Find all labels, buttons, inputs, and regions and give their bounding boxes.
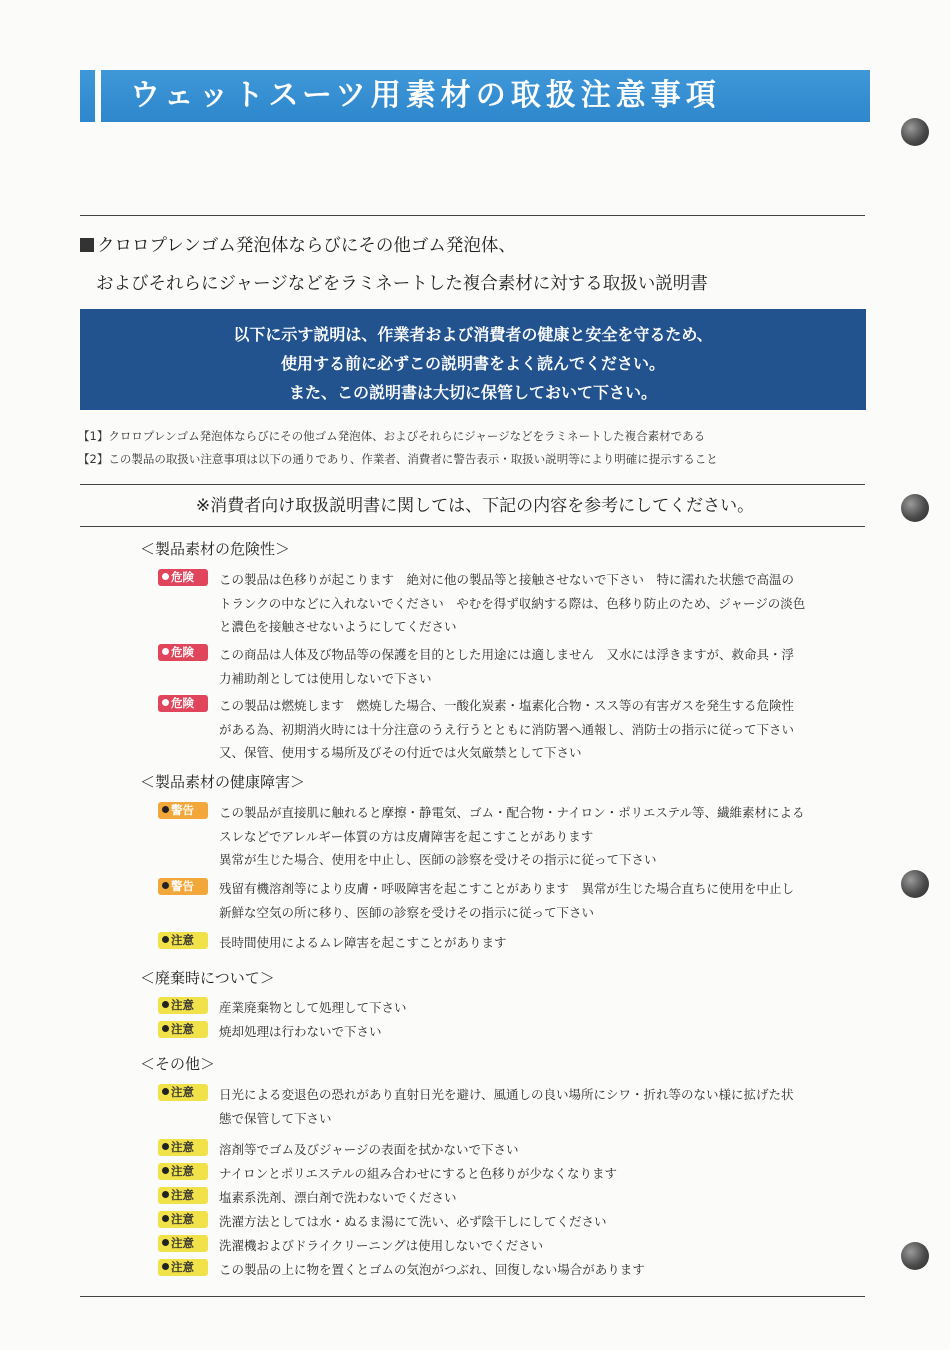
- precaution-line: この製品が直接肌に触れると摩擦・静電気、ゴム・配合物・ナイロン・ポリエステル等、繊維素材による: [219, 805, 805, 820]
- document-heading-line2: およびそれらにジャージなどをラミネートした複合素材に対する取扱い説明書: [96, 274, 708, 294]
- notice-line: 以下に示す説明は、作業者および消費者の健康と安全を守るため、: [233, 325, 713, 344]
- precaution-text: [219, 1138, 519, 1162]
- dot-icon: [162, 936, 169, 943]
- precaution-line: 溶剤等でゴム及びジャージの表面を拭かないで下さい: [219, 1142, 519, 1157]
- caution-badge: [158, 997, 208, 1014]
- danger-badge: [158, 644, 208, 661]
- precaution-line: トランクの中などに入れないでください やむを得ず収納する際は、色移り防止のため、ジャージの淡色: [219, 595, 806, 611]
- precaution-text: [219, 1083, 794, 1130]
- badge-label: 注意: [171, 1236, 194, 1250]
- precaution-line: 異常が生じた場合、使用を中止し、医師の診察を受けその指示に従って下さい: [219, 852, 657, 867]
- badge-label: 危険: [171, 645, 194, 659]
- dot-icon: [162, 1263, 169, 1270]
- precaution-text: [219, 1234, 543, 1258]
- dot-icon: [162, 1215, 169, 1222]
- section-heading: ＜製品素材の危険性＞: [140, 540, 291, 558]
- dot-icon: [162, 1191, 169, 1198]
- badge-label: 注意: [171, 1140, 194, 1154]
- precaution-text: [219, 1210, 607, 1234]
- precaution-text: [219, 568, 805, 639]
- document-heading-line1: クロロプレンゴム発泡体ならびにその他ゴム発泡体、: [80, 232, 516, 257]
- dot-icon: [162, 1239, 169, 1246]
- badge-label: 警告: [171, 803, 194, 817]
- badge-label: 注意: [171, 933, 194, 947]
- precaution-line: この製品の上に物を置くとゴムの気泡がつぶれ、回復しない場合があります: [219, 1262, 645, 1277]
- precaution-line: 力補助剤としては使用しないで下さい: [219, 670, 432, 686]
- caution-badge: [158, 1235, 208, 1252]
- badge-label: 危険: [171, 696, 194, 710]
- precaution-line: スレなどでアレルギー体質の方は皮膚障害を起こすことがあります: [219, 828, 594, 844]
- precaution-text: [219, 801, 805, 872]
- precaution-line: この商品は人体及び物品等の保護を目的とした用途には適しません 又水には浮きますが、救命具・浮: [219, 647, 795, 662]
- dot-icon: [162, 1025, 169, 1032]
- precaution-text: [219, 643, 794, 690]
- badge-label: 注意: [171, 1188, 194, 1202]
- precaution-line: 日光による変退色の恐れがあり直射日光を避け、風通しの良い場所にシワ・折れ等のない様に拡げた状: [219, 1087, 794, 1102]
- precaution-line: この製品は色移りが起こります 絶対に他の製品等と接触させないで下さい 特に濡れた状態で高温の: [219, 572, 795, 587]
- caution-badge: [158, 932, 208, 949]
- dot-icon: [162, 573, 169, 580]
- dot-icon: [162, 882, 169, 889]
- reference-note: ※消費者向け取扱説明書に関しては、下記の内容を参考にしてください。: [195, 496, 755, 516]
- divider: [80, 1296, 865, 1297]
- badge-label: 注意: [171, 1022, 194, 1036]
- punch-hole: [901, 118, 929, 146]
- page-title: ウェットスーツ用素材の取扱注意事項: [130, 78, 721, 113]
- badge-label: 危険: [171, 570, 194, 584]
- caution-badge: [158, 1084, 208, 1101]
- precaution-line: この製品は燃焼します 燃焼した場合、一酸化炭素・塩素化合物・スス等の有害ガスを発生する危険性: [219, 698, 795, 713]
- precaution-text: [219, 1186, 457, 1210]
- dot-icon: [162, 699, 169, 706]
- caution-badge: [158, 1259, 208, 1276]
- dot-icon: [162, 806, 169, 813]
- divider: [80, 484, 865, 485]
- dot-icon: [162, 648, 169, 655]
- precaution-line: 又、保管、使用する場所及びその付近では火気厳禁として下さい: [219, 745, 582, 760]
- badge-label: 注意: [171, 998, 194, 1012]
- warning-badge: [158, 802, 208, 819]
- dot-icon: [162, 1001, 169, 1008]
- precaution-line: 態で保管して下さい: [219, 1110, 332, 1126]
- caution-badge: [158, 1139, 208, 1156]
- precaution-line: 洗濯機およびドライクリーニングは使用しないでください: [219, 1238, 544, 1253]
- caution-badge: [158, 1021, 208, 1038]
- notice-line: 使用する前に必ずこの説明書をよく読んでください。: [280, 354, 665, 373]
- caution-badge: [158, 1163, 208, 1180]
- precaution-line: 長時間使用によるムレ障害を起こすことがあります: [219, 935, 507, 950]
- section-heading: ＜その他＞: [140, 1055, 216, 1073]
- badge-label: 警告: [171, 879, 194, 893]
- dot-icon: [162, 1167, 169, 1174]
- precaution-line: 新鮮な空気の所に移り、医師の診察を受けその指示に従って下さい: [219, 904, 595, 920]
- badge-label: 注意: [171, 1212, 194, 1226]
- warning-badge: [158, 878, 208, 895]
- precaution-line: 産業廃棄物として処理して下さい: [219, 1000, 407, 1015]
- precaution-line: 残留有機溶剤等により皮膚・呼吸障害を起こすことがあります 異常が生じた場合直ちに使用を中止し: [219, 881, 795, 896]
- caution-badge: [158, 1211, 208, 1228]
- caution-badge: [158, 1187, 208, 1204]
- precaution-text: [219, 996, 407, 1020]
- badge-label: 注意: [171, 1260, 194, 1274]
- punch-hole: [901, 870, 929, 898]
- divider: [80, 215, 865, 216]
- precaution-line: 焼却処理は行わないで下さい: [219, 1024, 382, 1039]
- badge-label: 注意: [171, 1164, 194, 1178]
- precaution-text: [219, 694, 794, 765]
- note-1: 【1】クロロプレンゴム発泡体ならびにその他ゴム発泡体、およびそれらにジャージなどをラミネートした複合素材である: [78, 429, 706, 443]
- title-banner-notch: [95, 70, 101, 122]
- precaution-line: 洗濯方法としては水・ぬるま湯にて洗い、必ず陰干しにしてください: [219, 1214, 607, 1229]
- precaution-line: 塩素系洗剤、漂白剤で洗わないでください: [219, 1190, 457, 1205]
- dot-icon: [162, 1088, 169, 1095]
- section-heading: ＜廃棄時について＞: [140, 969, 275, 987]
- precaution-text: [219, 931, 507, 955]
- section-heading: ＜製品素材の健康障害＞: [140, 773, 306, 791]
- precaution-text: [219, 1258, 645, 1282]
- note-2: 【2】この製品の取扱い注意事項は以下の通りであり、作業者、消費者に警告表示・取扱い説明等により明確に提示すること: [78, 452, 718, 466]
- danger-badge: [158, 695, 208, 712]
- square-bullet-icon: [80, 238, 94, 252]
- precaution-text: [219, 1162, 617, 1186]
- precaution-text: [219, 877, 794, 924]
- precaution-text: [219, 1020, 382, 1044]
- dot-icon: [162, 1143, 169, 1150]
- danger-badge: [158, 569, 208, 586]
- safety-notice-box: [80, 309, 866, 410]
- precaution-line: ナイロンとポリエステルの組み合わせにすると色移りが少なくなります: [219, 1166, 618, 1181]
- precaution-line: と濃色を接触させないようにしてください: [219, 619, 457, 634]
- notice-line: また、この説明書は大切に保管しておいて下さい。: [288, 383, 657, 402]
- precaution-line: がある為、初期消火時には十分注意のうえ行うとともに消防署へ通報し、消防士の指示に従って下さい: [219, 721, 795, 737]
- punch-hole: [901, 1242, 929, 1270]
- divider: [80, 526, 865, 527]
- badge-label: 注意: [171, 1085, 194, 1099]
